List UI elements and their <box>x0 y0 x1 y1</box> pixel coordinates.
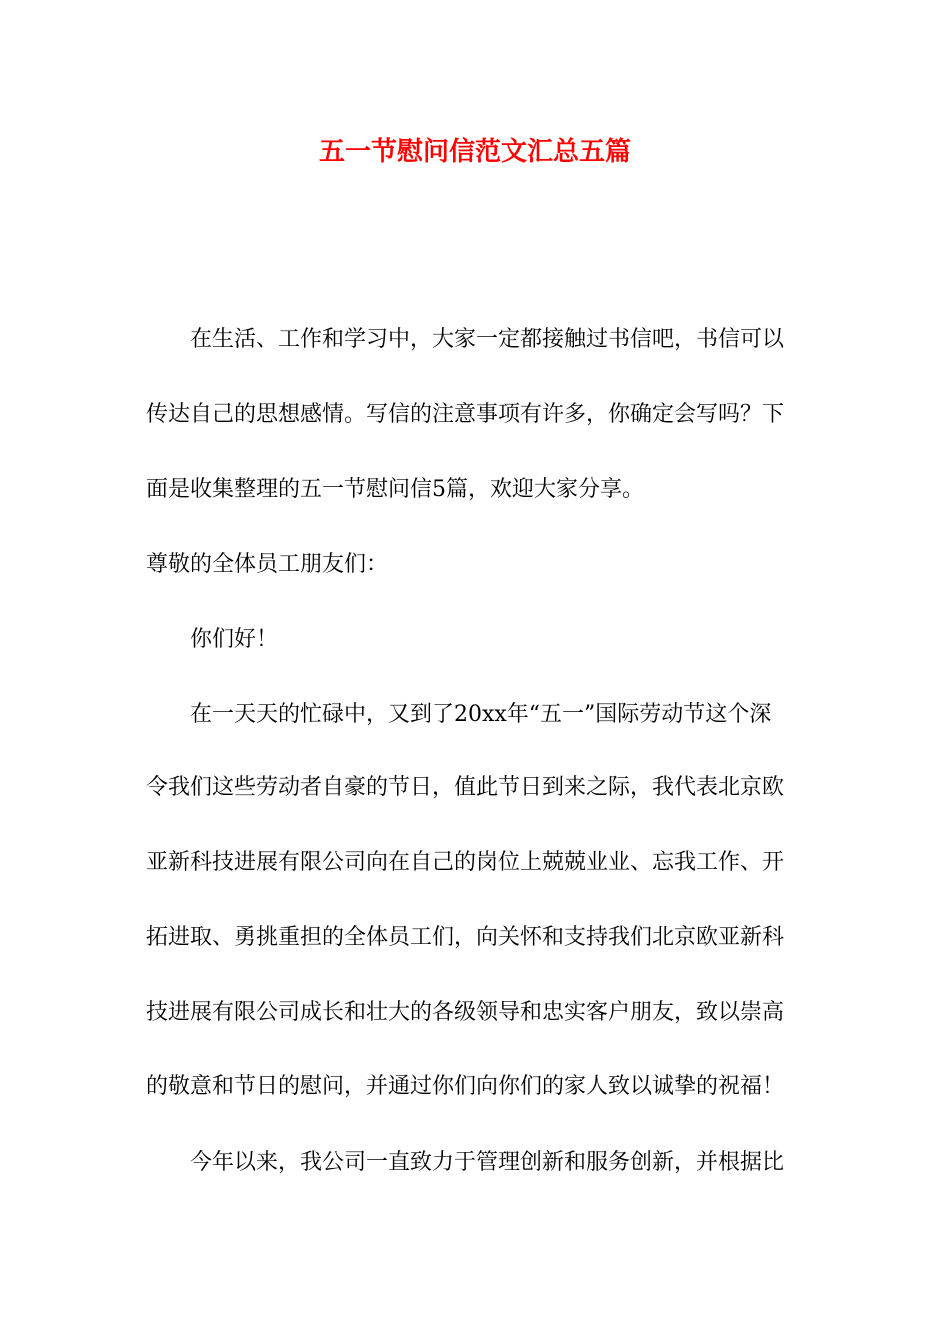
greeting: 你们好！ <box>190 627 279 652</box>
salutation: 尊敬的全体员工朋友们： <box>146 552 389 577</box>
body-line: 技进展有限公司成长和壮大的各级领导和忠实客户朋友，致以崇高 <box>146 1000 785 1025</box>
body-line: 拓进取、勇挑重担的全体员工们，向关怀和支持我们北京欧亚新科 <box>146 925 785 950</box>
body-line: 在生活、工作和学习中，大家一定都接触过书信吧，书信可以 <box>190 327 785 352</box>
body-line: 亚新科技进展有限公司向在自己的岗位上兢兢业业、忘我工作、开 <box>146 850 785 875</box>
body-line: 今年以来，我公司一直致力于管理创新和服务创新，并根据比 <box>190 1150 785 1175</box>
body-line: 的敬意和节日的慰问，并通过你们向你们的家人致以诚挚的祝福！ <box>146 1074 785 1099</box>
body-line: 在一天天的忙碌中，又到了20xx年“五一”国际劳动节这个深 <box>190 702 772 727</box>
body-line: 令我们这些劳动者自豪的节日，值此节日到来之际，我代表北京欧 <box>146 775 785 800</box>
document-title: 五一节慰问信范文汇总五篇 <box>318 137 631 167</box>
body-line: 面是收集整理的五一节慰问信5篇，欢迎大家分享。 <box>146 477 644 502</box>
body-line: 传达自己的思想感情。写信的注意事项有许多，你确定会写吗？下 <box>146 402 785 427</box>
